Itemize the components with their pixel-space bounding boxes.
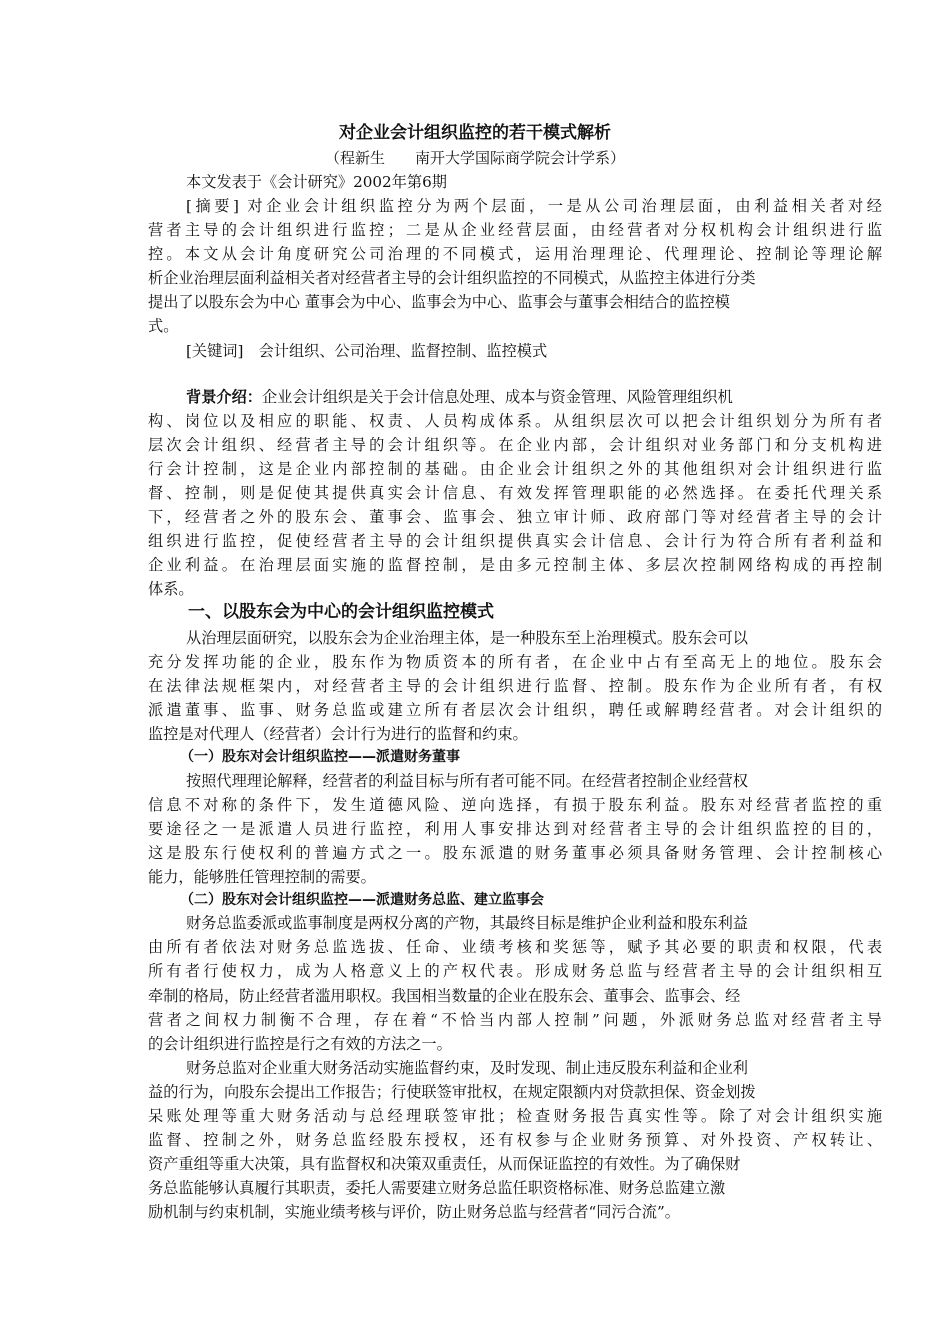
background-first-line bbox=[186, 385, 882, 409]
paragraph-line: 财务总监对企业重大财务活动实施监督约束，及时发现、制止违反股东利益和企业利 bbox=[186, 1059, 748, 1077]
paragraph-line: 财务总监委派或监事制度是两权分离的产物，其最终目标是维护企业利益和股东利益 bbox=[186, 914, 748, 932]
background-line: 督、控制，则是促使其提供真实会计信息、有效发挥管理职能的必然选择。在委托代理关系 bbox=[148, 484, 882, 502]
background-line: 行会计控制，这是企业内部控制的基础。由企业会计组织之外的其他组织对会计组织进行监 bbox=[148, 460, 882, 478]
paragraph-line: 务总监能够认真履行其职责，委托人需要建立财务总监任职资格标准、财务总监建立激 bbox=[148, 1179, 726, 1197]
paragraph-line: 所有者行使权力，成为人格意义上的产权代表。形成财务总监与经营者主导的会计组织相互 bbox=[148, 962, 882, 980]
source-line: 本文发表于《会计研究》2002年第6期 bbox=[186, 173, 447, 191]
document-title: 对企业会计组织监控的若干模式解析 bbox=[339, 123, 611, 143]
abstract-line: 营者主导的会计组织进行监控；二是从企业经营层面，由经营者对分权机构会计组织进行监 bbox=[148, 221, 882, 239]
paragraph-line: 能力，能够胜任管理控制的需要。 bbox=[148, 868, 376, 886]
keywords-line: [关键词] 会计组织、公司治理、监督控制、监控模式 bbox=[186, 342, 548, 360]
background-line: 企业会计组织是关于会计信息处理、成本与资金管理、风险管理组织机 bbox=[261, 388, 733, 406]
abstract-line: 提出了以股东会为中心 董事会为中心、监事会为中心、监事会与董事会相结合的监控模 bbox=[148, 293, 730, 311]
paragraph-line: 营者之间权力制衡不合理，存在着“不恰当内部人控制”问题，外派财务总监对经营者主导 bbox=[148, 1011, 882, 1029]
subsection-heading: （一）股东对会计组织监控——派遣财务董事 bbox=[180, 749, 460, 765]
paragraph-line: 资产重组等重大决策，具有监督权和决策双重责任，从而保证监控的有效性。为了确保财 bbox=[148, 1155, 741, 1173]
paragraph-line: 在法律法规框架内，对经营者主导的会计组织进行监督、控制。股东作为企业所有者，有权 bbox=[148, 677, 882, 695]
background-line: 体系。 bbox=[148, 580, 194, 598]
abstract-line: [摘要] 对企业会计组织监控分为两个层面，一是从公司治理层面，由利益相关者对经 bbox=[186, 197, 882, 215]
paragraph-line: 从治理层面研究，以股东会为企业治理主体，是一种股东至上治理模式。股东会可以 bbox=[186, 629, 748, 647]
paragraph-line: 这是股东行使权利的普遍方式之一。股东派遣的财务董事必须具备财务管理、会计控制核心 bbox=[148, 844, 882, 862]
paragraph-line: 励机制与约束机制，实施业绩考核与评价，防止财务总监与经营者“同污合流”。 bbox=[148, 1203, 680, 1221]
paragraph-line: 监控是对代理人（经营者）会计行为进行的监督和约束。 bbox=[148, 725, 528, 743]
abstract-line: 析企业治理层面利益相关者对经营者主导的会计组织监控的不同模式，从监控主体进行分类 bbox=[148, 269, 756, 287]
paragraph-line: 由所有者依法对财务总监选拔、任命、业绩考核和奖惩等，赋予其必要的职责和权限，代表 bbox=[148, 938, 882, 956]
paragraph-line: 益的行为，向股东会提出工作报告；行使联签审批权，在规定限额内对贷款担保、资金划拨 bbox=[148, 1083, 756, 1101]
background-label: 背景介绍： bbox=[186, 388, 262, 406]
background-line: 企业利益。在治理层面实施的监督控制，是由多元控制主体、多层次控制网络构成的再控制 bbox=[148, 556, 882, 574]
abstract-line: 控。本文从会计角度研究公司治理的不同模式，运用治理理论、代理理论、控制论等理论解 bbox=[148, 245, 882, 263]
paragraph-line: 要途径之一是派遣人员进行监控，利用人事安排达到对经营者主导的会计组织监控的目的， bbox=[148, 820, 882, 838]
author-line: （程新生 南开大学国际商学院会计学系） bbox=[324, 149, 625, 167]
background-line: 下，经营者之外的股东会、董事会、监事会、独立审计师、政府部门等对经营者主导的会计 bbox=[148, 508, 882, 526]
paragraph-line: 派遣董事、监事、财务总监或建立所有者层次会计组织，聘任或解聘经营者。对会计组织的 bbox=[148, 701, 882, 719]
abstract-line: 式。 bbox=[148, 317, 179, 335]
paragraph-line: 呆账处理等重大财务活动与总经理联签审批；检查财务报告真实性等。除了对会计组织实施 bbox=[148, 1107, 882, 1125]
paragraph-line: 充分发挥功能的企业，股东作为物质资本的所有者，在企业中占有至高无上的地位。股东会 bbox=[148, 653, 882, 671]
paragraph-line: 监督、控制之外，财务总监经股东授权，还有权参与企业财务预算、对外投资、产权转让、 bbox=[148, 1131, 882, 1149]
background-line: 层次会计组织、经营者主导的会计组织等。在企业内部，会计组织对业务部门和分支机构进 bbox=[148, 436, 882, 454]
paragraph-line: 按照代理理论解释，经营者的利益目标与所有者可能不同。在经营者控制企业经营权 bbox=[186, 772, 748, 790]
subsection-heading: （二）股东对会计组织监控——派遣财务总监、建立监事会 bbox=[180, 892, 544, 908]
paragraph-line: 牵制的格局，防止经营者滥用职权。我国相当数量的企业在股东会、董事会、监事会、经 bbox=[148, 987, 741, 1005]
background-line: 组织进行监控，促使经营者主导的会计组织提供真实会计信息、会计行为符合所有者利益和 bbox=[148, 532, 882, 550]
paragraph-line: 的会计组织进行监控是行之有效的方法之一。 bbox=[148, 1035, 452, 1053]
background-line: 构、岗位以及相应的职能、权责、人员构成体系。从组织层次可以把会计组织划分为所有者 bbox=[148, 412, 882, 430]
paragraph-line: 信息不对称的条件下，发生道德风险、逆向选择，有损于股东利益。股东对经营者监控的重 bbox=[148, 796, 882, 814]
section-heading: 一、以股东会为中心的会计组织监控模式 bbox=[188, 602, 494, 622]
